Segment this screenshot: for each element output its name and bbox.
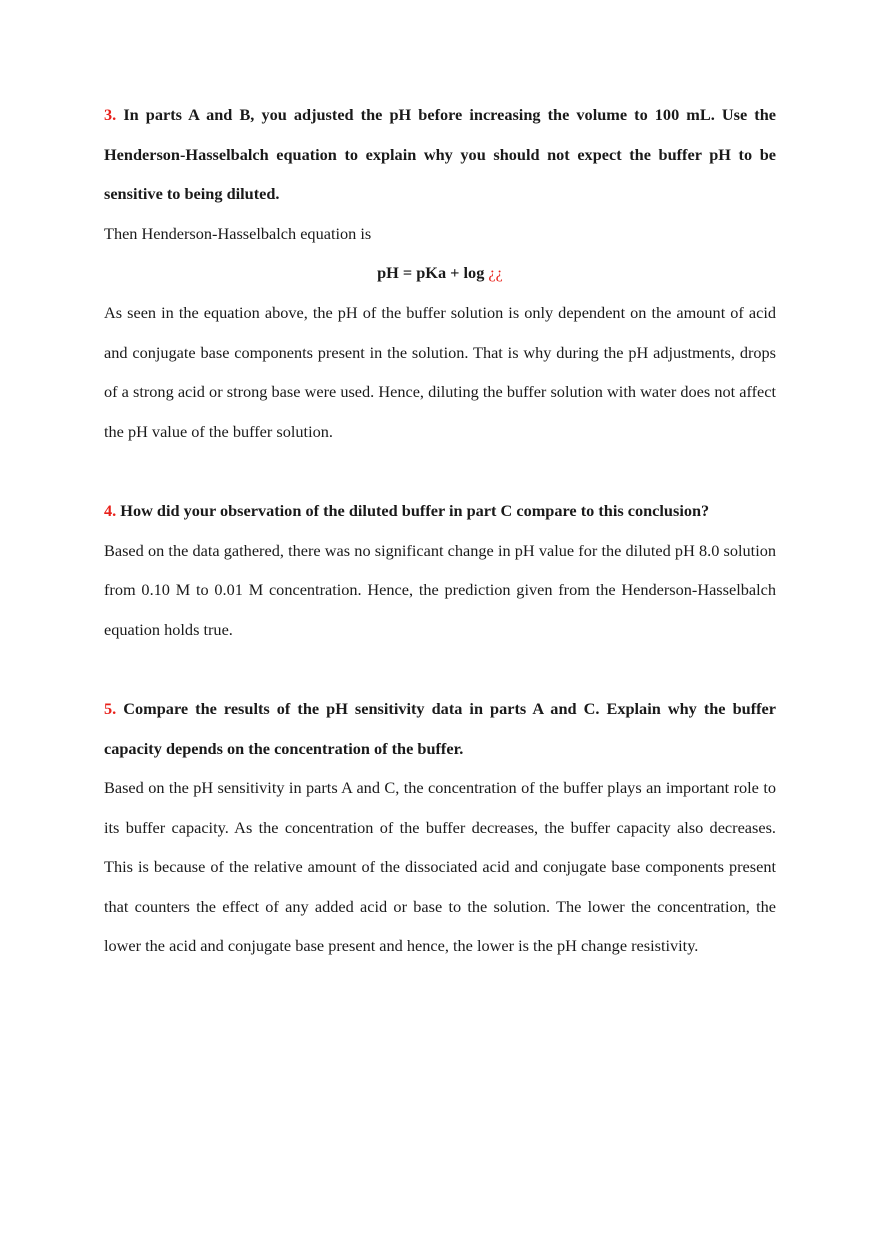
question-4-number: 4. — [104, 500, 117, 520]
question-4-answer: Based on the data gathered, there was no significant change in pH value for the diluted pH 8.0 solution from 0.10 M to 0.01 M concentration. Hence, the prediction given from the Henderson-Hasselbalch equation holds true. — [104, 540, 776, 639]
question-5 — [104, 689, 776, 768]
question-3-number: 3. — [104, 105, 117, 124]
document-body — [104, 95, 776, 966]
equation-text: pH = pKa + log — [377, 263, 485, 283]
question-5-answer: Based on the pH sensitivity in parts A and C, the concentration of the buffer plays an important role to its buffer capacity. As the concentration of the buffer decreases, the buffer capacity also decreases. This is because of the relative amount of the dissociated acid and conjugate base components present that counters the effect of any added acid or base to the solution. The lower the concentration, the lower the acid and conjugate base present and hence, the lower is the pH change resistivity. — [104, 778, 776, 956]
question-3 — [104, 95, 776, 214]
question-5-prompt: Compare the results of the pH sensitivity data in parts A and C. Explain why the buffer capacity depends on the concentration of the buffer. — [104, 698, 776, 758]
henderson-hasselbalch-equation — [104, 253, 776, 293]
section-spacer — [104, 451, 776, 491]
section-spacer — [104, 649, 776, 689]
question-4 — [104, 491, 776, 531]
question-5-number: 5. — [104, 698, 117, 718]
question-3-answer: As seen in the equation above, the pH of the buffer solution is only dependent on the amount of acid and conjugate base components present in the solution. That is why during the pH adjustments, drops of a strong acid or strong base were used. Hence, diluting the buffer solution with water does not affect the pH value of the buffer solution. — [104, 302, 776, 441]
question-4-prompt: How did your observation of the diluted buffer in part C compare to this conclusion? — [120, 500, 710, 520]
question-3-intro: Then Henderson-Hasselbalch equation is — [104, 223, 372, 243]
equation-garbled-chars: ¿¿ — [488, 263, 503, 283]
question-3-prompt: In parts A and B, you adjusted the pH before increasing the volume to 100 mL. Use the Henderson-Hasselbalch equation to explain why you should not expect the buffer pH to be sensitive to being diluted. — [104, 105, 776, 204]
